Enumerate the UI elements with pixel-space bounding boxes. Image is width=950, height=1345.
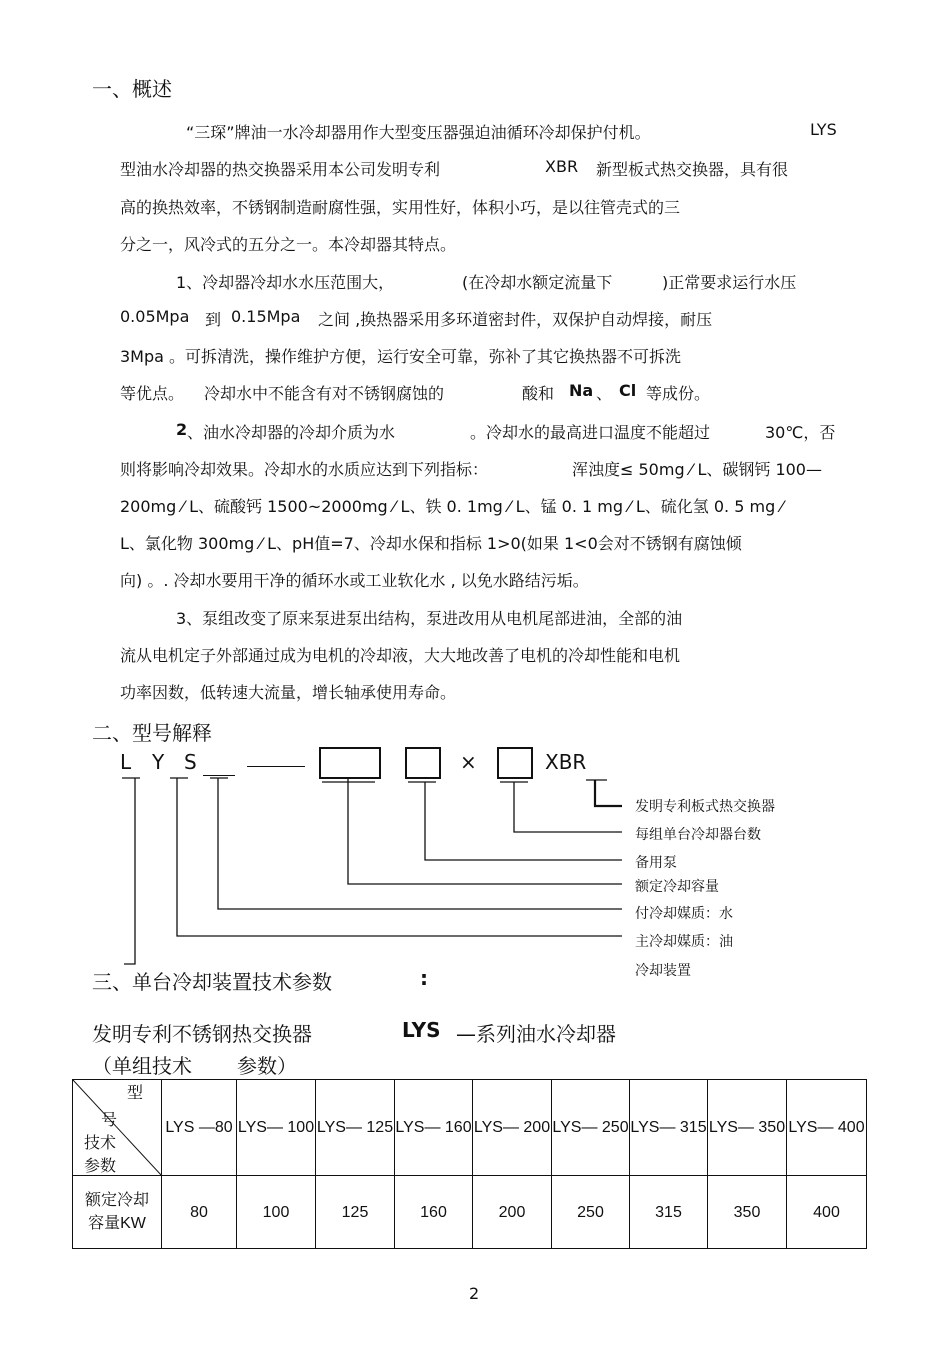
para3-line2b: 浑浊度≤ 50mg ⁄ L、碳钢钙 100— (572, 460, 822, 479)
para2-line1b: (在冷却水额定流量下 (462, 273, 613, 292)
code-letter-y: Y (152, 750, 165, 774)
section-heading-colon: : (420, 966, 428, 990)
para4-line1: 3、泵组改变了原来泵进泵出结构，泵进改用从电机尾部进油，全部的油 (176, 609, 683, 628)
model-header: LYS— 125 (316, 1080, 395, 1176)
para3-line4: L、氯化物 300mg ⁄ L、pH值=7、冷却水保和指标 1>0(如果 1<0会对不锈钢有腐蚀倾 (120, 534, 742, 553)
label-heat-exchanger: 发明专利板式热交换器 (635, 799, 775, 815)
label-units-per-group: 每组单台冷却器台数 (635, 827, 761, 843)
table-note-a: （单组技术 (92, 1054, 192, 1078)
para4-line2: 流从电机定子外部通过成为电机的冷却液，大大地改善了电机的冷却性能和电机 (120, 646, 681, 665)
para1-line4: 分之一，风冷式的五分之一。本冷却器其特点。 (120, 235, 457, 254)
model-header: LYS —80 (162, 1080, 237, 1176)
para2-line4c: 酸和 (522, 384, 555, 403)
para3-line2a: 则将影响冷却效果。冷却水的水质应达到下列指标： (120, 460, 489, 479)
capacity-value: 350 (708, 1176, 787, 1249)
model-header: LYS— 160 (395, 1080, 473, 1176)
corner-label-bot: 技术参数 (83, 1135, 116, 1175)
page-number: 2 (469, 1284, 480, 1303)
para3-line5: 向) 。. 冷却水要用干净的循环水或工业软化水 , 以免水路结污垢。 (120, 571, 589, 590)
label-spare-pump: 备用泵 (635, 855, 677, 871)
capacity-value: 200 (473, 1176, 552, 1249)
para2-pressure-min: 0.05Mpa (120, 307, 190, 326)
corner-label-top: 型 (126, 1085, 143, 1102)
para1-line1: “三琛”牌油一水冷却器用作大型变压器强迫油循环冷却保护付机。 (186, 123, 651, 142)
capacity-value: 100 (237, 1176, 316, 1249)
label-secondary-medium: 付冷却媒质：水 (635, 906, 733, 922)
para2-line4a: 等优点。 (120, 384, 185, 403)
label-primary-medium: 主冷却媒质：油 (635, 934, 733, 950)
table-corner-cell (73, 1080, 162, 1176)
para2-pressure-max: 0.15Mpa (231, 307, 301, 326)
section-heading-model: 二、型号解释 (92, 721, 212, 745)
table-header-row (73, 1080, 867, 1176)
para2-line1a: 1、冷却器冷却水水压范围大， (176, 273, 395, 292)
section-heading-overview: 一、概述 (92, 77, 172, 101)
capacity-value: 125 (316, 1176, 395, 1249)
para2-cl: Cl (619, 381, 637, 400)
para2-to: 到 (205, 310, 222, 329)
model-header: LYS— 100 (237, 1080, 316, 1176)
code-letter-l: L (120, 750, 132, 774)
capacity-value: 315 (630, 1176, 708, 1249)
code-times: × (460, 750, 477, 774)
table-row-capacity (73, 1176, 867, 1249)
para3-line1c: 30℃，否 (765, 423, 836, 442)
para2-sep: 、 (596, 384, 613, 403)
para2-line2: 之间 ,换热器采用多环道密封件，双保护自动焊接，耐压 (318, 310, 713, 329)
para3-num: 2 (176, 420, 188, 439)
para1-line3: 高的换热效率，不锈钢制造耐腐性强，实用性好，体积小巧，是以往管壳式的三 (120, 198, 681, 217)
code-xbr: XBR (545, 750, 587, 774)
para2-na: Na (569, 381, 594, 400)
para4-line3: 功率因数，低转速大流量，增长轴承使用寿命。 (120, 683, 457, 702)
para1-line2b: 新型板式热交换器，具有很 (596, 160, 789, 179)
corner-label-mid: 号 (101, 1112, 118, 1129)
capacity-value: 400 (787, 1176, 867, 1249)
section-heading-params: 三、单台冷却装置技术参数 (92, 970, 332, 994)
para1-lys: LYS (810, 120, 837, 139)
model-header: LYS— 315 (630, 1080, 708, 1176)
para2-line4d: 等成份。 (646, 384, 711, 403)
model-header: LYS— 350 (708, 1080, 787, 1176)
capacity-value: 80 (162, 1176, 237, 1249)
table-title-a: 发明专利不锈钢热交换器 (92, 1022, 312, 1046)
para2-line3: 3Mpa 。可拆清洗，操作维护方便，运行安全可靠，弥补了其它换热器不可拆洗 (120, 347, 682, 366)
table-title-lys: LYS (402, 1018, 441, 1042)
para1-line2a: 型油水冷却器的热交换器采用本公司发明专利 (120, 160, 441, 179)
para2-line1c: )正常要求运行水压 (662, 273, 797, 292)
para2-line4b: 冷却水中不能含有对不锈钢腐蚀的 (204, 384, 445, 403)
para3-line3: 200mg ⁄ L、硫酸钙 1500~2000mg ⁄ L、铁 0. 1mg ⁄ L、锰 0. 1 mg ⁄ L、硫化氢 0. 5 mg ⁄ (120, 497, 783, 516)
model-header: LYS— 200 (473, 1080, 552, 1176)
model-header: LYS— 250 (552, 1080, 630, 1176)
code-letter-s: S (184, 750, 197, 774)
table-note-b: 参数） (237, 1054, 297, 1078)
table-title-c: —系列油水冷却器 (456, 1022, 616, 1046)
model-header: LYS— 400 (787, 1080, 867, 1176)
params-table (72, 1079, 867, 1249)
label-rated-capacity: 额定冷却容量 (635, 879, 719, 895)
row-label-capacity: 额定冷却容量KW (73, 1176, 162, 1249)
capacity-value: 250 (552, 1176, 630, 1249)
para3-line1a: 、油水冷却器的冷却介质为水 (187, 423, 396, 442)
label-cooling-device: 冷却装置 (635, 963, 691, 979)
para1-xbr: XBR (545, 157, 579, 176)
para3-line1b: 。冷却水的最高进口温度不能超过 (470, 423, 711, 442)
capacity-value: 160 (395, 1176, 473, 1249)
